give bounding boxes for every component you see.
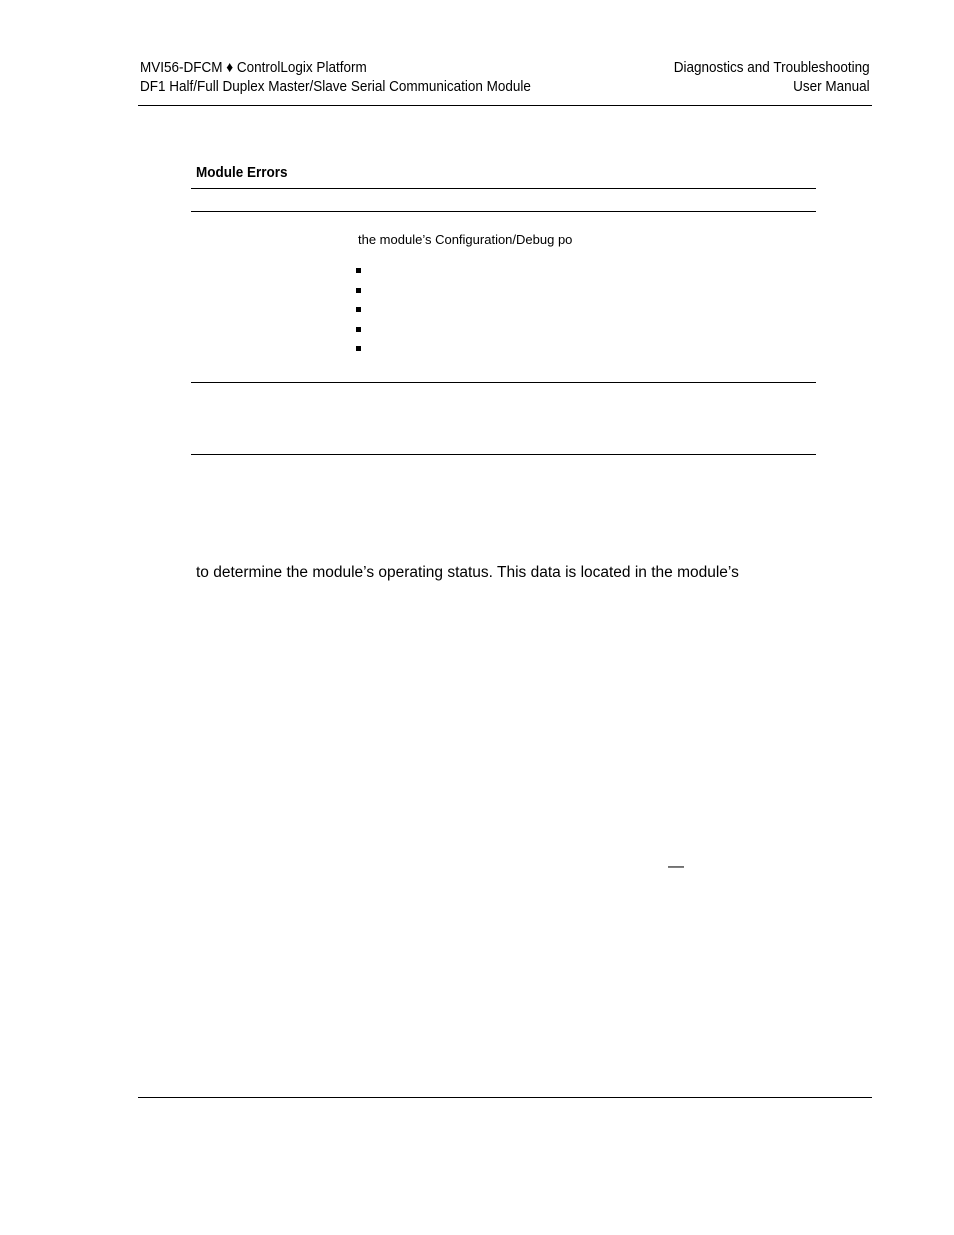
header-left [140,58,531,96]
bullet-marker [356,346,361,351]
bullet-list [356,268,361,366]
header-product-subtitle: DF1 Half/Full Duplex Master/Slave Serial Communication Module [140,78,531,95]
header-rule [138,105,872,106]
table-cell-text: the module’s Configuration/Debug po [358,232,573,247]
header-product-title: MVI56-DFCM ♦ ControlLogix Platform [140,59,367,76]
header-right [674,58,870,96]
bullet-marker [356,288,361,293]
footer-rule [138,1097,872,1098]
em-dash: — [668,858,684,875]
bullet-marker [356,307,361,312]
body-paragraph-line: to determine the module’s operating status. This data is located in the module’s [196,564,739,581]
bullet-marker [356,268,361,273]
table-top-rule [191,188,816,189]
header-doc-type: User Manual [793,78,870,95]
table-title: Module Errors [196,164,288,181]
table-bottom-rule [191,454,816,455]
table-row-rule [191,382,816,383]
header-section-title: Diagnostics and Troubleshooting [674,59,870,76]
bullet-marker [356,327,361,332]
table-header-rule [191,211,816,212]
